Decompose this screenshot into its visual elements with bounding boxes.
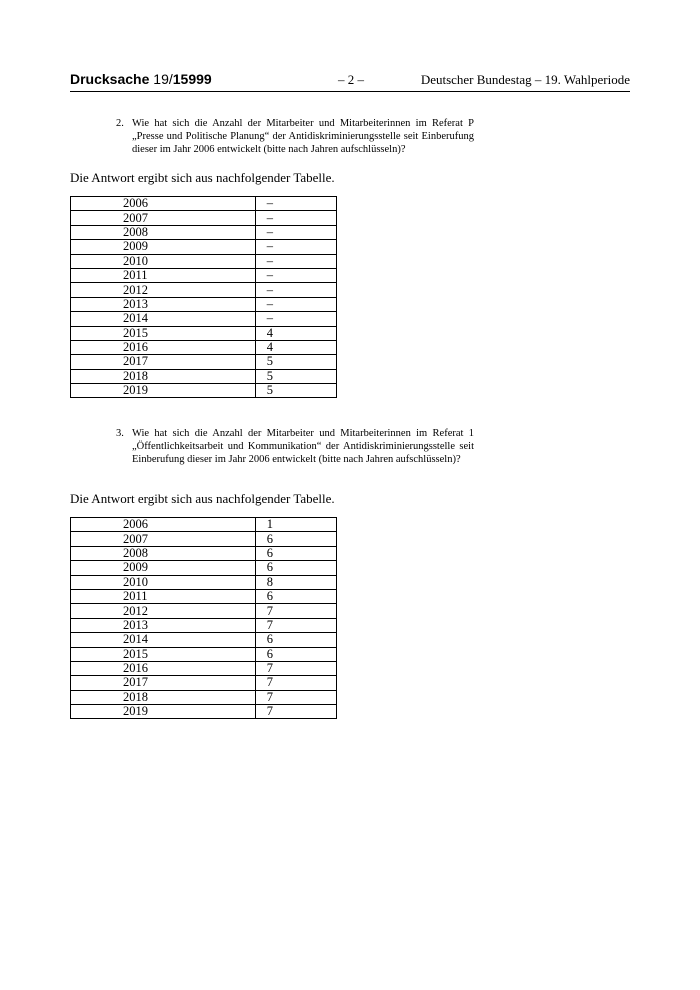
table-row xyxy=(71,676,337,690)
question-2 xyxy=(116,118,474,156)
staff-count-cell: 4 xyxy=(256,326,337,340)
staff-count-cell: 6 xyxy=(256,546,337,560)
table-row xyxy=(71,546,337,560)
table-row xyxy=(71,589,337,603)
table-row xyxy=(71,211,337,225)
year-cell: 2017 xyxy=(71,676,256,690)
answer-3-text: Die Antwort ergibt sich aus nachfolgender Tabelle. xyxy=(70,491,335,506)
year-cell: 2013 xyxy=(71,297,256,311)
staff-count-cell: 5 xyxy=(256,384,337,398)
staff-count-cell: – xyxy=(256,297,337,311)
year-cell: 2010 xyxy=(71,575,256,589)
year-cell: 2014 xyxy=(71,312,256,326)
table-row xyxy=(71,283,337,297)
staff-count-cell: 7 xyxy=(256,705,337,719)
table-row xyxy=(71,604,337,618)
staff-count-cell: 1 xyxy=(256,518,337,532)
staff-count-cell: – xyxy=(256,225,337,239)
year-cell: 2008 xyxy=(71,546,256,560)
staff-count-cell: 6 xyxy=(256,589,337,603)
table-row xyxy=(71,326,337,340)
year-cell: 2008 xyxy=(71,225,256,239)
table-row xyxy=(71,312,337,326)
doc-number: 15999 xyxy=(172,71,212,87)
staff-count-cell: – xyxy=(256,268,337,282)
doc-period: 19/ xyxy=(153,71,173,87)
table-row xyxy=(71,575,337,589)
table-referat-p xyxy=(70,196,337,398)
table-row xyxy=(71,633,337,647)
year-cell: 2014 xyxy=(71,633,256,647)
table-row xyxy=(71,225,337,239)
year-cell: 2009 xyxy=(71,561,256,575)
table-row xyxy=(71,690,337,704)
year-cell: 2009 xyxy=(71,240,256,254)
question-2-number: 2. xyxy=(116,118,124,129)
year-cell: 2018 xyxy=(71,690,256,704)
doc-label: Drucksache xyxy=(70,71,150,87)
year-cell: 2011 xyxy=(71,268,256,282)
year-cell: 2011 xyxy=(71,589,256,603)
year-cell: 2019 xyxy=(71,705,256,719)
year-cell: 2018 xyxy=(71,369,256,383)
question-3-number: 3. xyxy=(116,428,124,439)
staff-count-cell: 7 xyxy=(256,661,337,675)
staff-count-cell: 5 xyxy=(256,369,337,383)
year-cell: 2006 xyxy=(71,197,256,211)
staff-count-cell: 6 xyxy=(256,532,337,546)
table-row xyxy=(71,355,337,369)
table-row xyxy=(71,561,337,575)
table-row xyxy=(71,518,337,532)
year-cell: 2015 xyxy=(71,647,256,661)
year-cell: 2007 xyxy=(71,532,256,546)
staff-count-cell: 8 xyxy=(256,575,337,589)
year-cell: 2010 xyxy=(71,254,256,268)
staff-count-cell: – xyxy=(256,197,337,211)
staff-count-cell: 4 xyxy=(256,340,337,354)
staff-count-cell: 6 xyxy=(256,633,337,647)
staff-count-cell: 7 xyxy=(256,618,337,632)
staff-count-cell: 7 xyxy=(256,604,337,618)
staff-count-cell: – xyxy=(256,312,337,326)
year-cell: 2012 xyxy=(71,604,256,618)
question-2-text: Wie hat sich die Anzahl der Mitarbeiter und Mitarbeiterinnen im Referat P „Presse und Politische Planung“ der Antidiskriminierungsstelle seit Einberufung dieser im Jahr 2006 entwickelt (bitte nach Jahren aufschlüsseln)? xyxy=(132,118,474,155)
year-cell: 2017 xyxy=(71,355,256,369)
table-row xyxy=(71,340,337,354)
year-cell: 2019 xyxy=(71,384,256,398)
staff-count-cell: – xyxy=(256,283,337,297)
table-row xyxy=(71,369,337,383)
table-row xyxy=(71,647,337,661)
table-row xyxy=(71,618,337,632)
question-3-text: Wie hat sich die Anzahl der Mitarbeiter und Mitarbeiterinnen im Referat 1 „Öffentlichkeitsarbeit und Kommunikation“ der Antidiskriminierungsstelle seit Einberufung dieser im Jahr 2006 entwickelt (bitte nach Jahren aufschlüsseln)? xyxy=(132,428,474,465)
table-row xyxy=(71,661,337,675)
page-header xyxy=(70,71,630,92)
staff-count-cell: 7 xyxy=(256,676,337,690)
staff-count-cell: – xyxy=(256,211,337,225)
staff-count-cell: 6 xyxy=(256,647,337,661)
table-row xyxy=(71,197,337,211)
year-cell: 2015 xyxy=(71,326,256,340)
institution-label: Deutscher Bundestag – 19. Wahlperiode xyxy=(420,72,630,87)
year-cell: 2016 xyxy=(71,340,256,354)
page-number: – 2 – xyxy=(338,72,364,87)
table-referat-1 xyxy=(70,517,337,719)
document-label xyxy=(70,71,212,87)
staff-count-cell: 7 xyxy=(256,690,337,704)
year-cell: 2006 xyxy=(71,518,256,532)
year-cell: 2012 xyxy=(71,283,256,297)
year-cell: 2007 xyxy=(71,211,256,225)
table-row xyxy=(71,705,337,719)
table-row xyxy=(71,240,337,254)
answer-2-text: Die Antwort ergibt sich aus nachfolgender Tabelle. xyxy=(70,170,335,185)
staff-count-cell: 6 xyxy=(256,561,337,575)
staff-count-cell: – xyxy=(256,254,337,268)
year-cell: 2016 xyxy=(71,661,256,675)
staff-count-cell: – xyxy=(256,240,337,254)
staff-count-cell: 5 xyxy=(256,355,337,369)
table-row xyxy=(71,297,337,311)
year-cell: 2013 xyxy=(71,618,256,632)
question-3 xyxy=(116,428,474,466)
table-row xyxy=(71,254,337,268)
table-row xyxy=(71,268,337,282)
table-row xyxy=(71,532,337,546)
table-row xyxy=(71,384,337,398)
